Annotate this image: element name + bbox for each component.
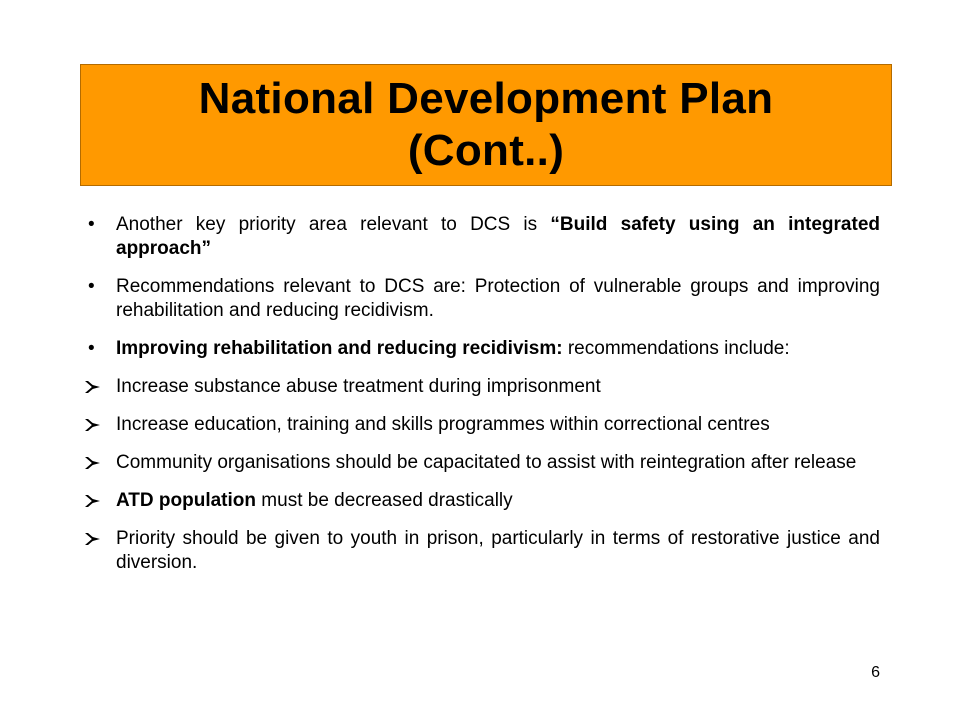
arrow-item (84, 489, 880, 513)
bullet-item (84, 213, 880, 261)
bullet-text (116, 338, 790, 359)
slide-title (199, 73, 774, 177)
bullet-item (84, 337, 880, 361)
bullet-text (116, 214, 880, 259)
arrow-item (84, 375, 880, 399)
arrow-icon (84, 418, 102, 432)
arrow-item-text (116, 490, 513, 511)
arrow-item-text: Community organisations should be capacitated to assist with reintegration after release (116, 452, 857, 473)
bullet-item (84, 275, 880, 323)
arrow-item-part: must be decreased drastically (256, 490, 513, 511)
arrow-item-text: Priority should be given to youth in prison, particularly in terms of restorative justice and diversion. (116, 528, 880, 573)
bullet-dot-icon: • (88, 276, 95, 297)
arrow-item-text: Increase substance abuse treatment during imprisonment (116, 376, 601, 397)
bullet-text-bold-part: “Build safety using an integrated approach” (116, 214, 880, 259)
arrow-icon (84, 532, 102, 546)
bullet-text-part: recommendations include: (562, 338, 790, 359)
bullet-text-bold-part: Improving rehabilitation and reducing recidivism: (116, 338, 563, 359)
arrow-icon (84, 380, 102, 394)
arrow-item-bold-part: ATD population (116, 490, 257, 511)
arrow-item-text: Increase education, training and skills programmes within correctional centres (116, 414, 770, 435)
bullet-list (84, 213, 880, 589)
bullet-text-part: Another key priority area relevant to DCS is (116, 214, 551, 235)
bullet-dot-icon: • (88, 214, 95, 235)
arrow-item (84, 527, 880, 575)
arrow-item (84, 413, 880, 437)
slide-title-line-2: (Cont..) (407, 126, 565, 175)
page-number: 6 (871, 664, 880, 681)
arrow-icon (84, 494, 102, 508)
arrow-icon (84, 456, 102, 470)
title-banner (80, 64, 892, 186)
bullet-text-part: Recommendations relevant to DCS are: Protection of vulnerable groups and improving rehabilitation and reducing recidivism. (116, 276, 880, 321)
arrow-item (84, 451, 880, 475)
bullet-dot-icon: • (88, 338, 95, 359)
bullet-text (116, 276, 880, 321)
slide-title-line-1: National Development Plan (198, 74, 774, 123)
